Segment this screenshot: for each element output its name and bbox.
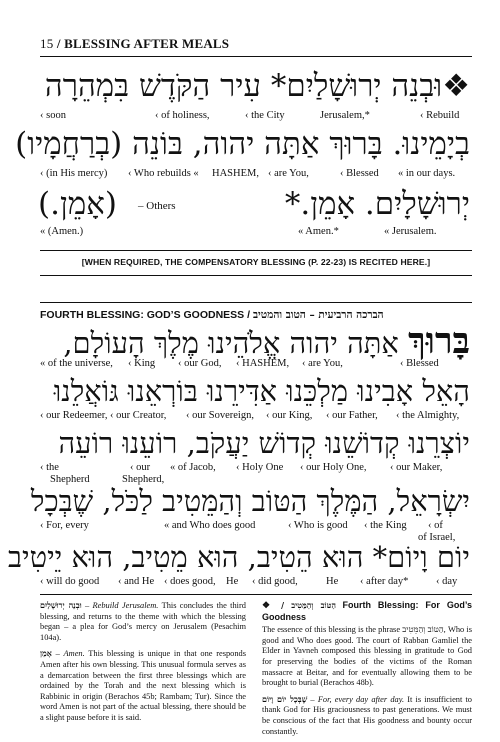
hebrew-s2-line-1-rest: אַתָּה יהוה אֱלֹהֵינוּ מֶלֶךְ הָעוֹלָם, bbox=[63, 326, 399, 360]
gloss-s2-3e: ‹ our Holy One, bbox=[300, 462, 367, 473]
gloss-s2-4-israel: of Israel, bbox=[418, 532, 456, 543]
gloss-soon: ‹ soon bbox=[40, 110, 66, 121]
hebrew-s2-line-4: יִשְׂרָאֵל, הַמֶּלֶךְ הַטּוֹב וְהַמֵּטִיב לַכֹּל, שֶׁבְּכָל bbox=[30, 484, 470, 518]
gloss-s2-3c: « of Jacob, bbox=[170, 462, 216, 473]
gloss-s2-2c: ‹ our Sovereign, bbox=[186, 410, 254, 421]
hebrew-s2-line-5: יוֹם וָיוֹם* הוּא הֵטִיב, הוּא מֵטִיב, הוּא יֵיטִיב bbox=[7, 540, 470, 574]
gloss-s2-4d: ‹ the King bbox=[364, 520, 407, 531]
fourth-blessing-header-english: FOURTH BLESSING: GOD’S GOODNESS / bbox=[40, 309, 251, 321]
gloss-jerusalem: Jerusalem,* bbox=[320, 110, 370, 121]
gloss-s2-1e: ‹ are You, bbox=[302, 358, 343, 369]
gloss-holiness: ‹ of holiness, bbox=[155, 110, 210, 121]
gloss-rebuild: ‹ Rebuild bbox=[420, 110, 460, 121]
gloss-s2-5a: ‹ will do good bbox=[40, 576, 100, 587]
gloss-s2-2e: ‹ our Father, bbox=[326, 410, 378, 421]
gloss-in-our-days: « in our days. bbox=[398, 168, 456, 179]
section-rule bbox=[40, 302, 472, 303]
page-number: 15 bbox=[40, 36, 54, 51]
commentary-left-p1-hebrew: וּבְנֵה יְרוּשָׁלַיִם bbox=[40, 600, 82, 610]
commentary-right-heading bbox=[262, 600, 472, 623]
gloss-s2-1f: ‹ Blessed bbox=[400, 358, 439, 369]
hebrew-line-2: בְיָמֵינוּ. בָּרוּךְ אַתָּה יהוה, בּוֹנֵה (בְרַחֲמָיו) bbox=[15, 126, 470, 162]
gloss-s2-3-shepherd2: Shepherd, bbox=[122, 474, 165, 485]
gloss-s2-5d: He bbox=[226, 576, 239, 587]
gloss-hashem: HASHEM, bbox=[212, 168, 259, 179]
gloss-s2-5e: ‹ did good, bbox=[252, 576, 298, 587]
commentary-rule bbox=[40, 594, 472, 595]
note-rule-bottom bbox=[40, 275, 472, 276]
gloss-s2-3d: ‹ Holy One bbox=[236, 462, 284, 473]
gloss-s2-1d: ‹ HASHEM, bbox=[236, 358, 290, 369]
gloss-in-his-mercy: ‹ (in His mercy) bbox=[40, 168, 108, 179]
commentary-right-p2-hebrew: שֶׁבְּכָל יוֹם וָיוֹם bbox=[262, 693, 308, 704]
gloss-s2-5f: He bbox=[326, 576, 339, 587]
hebrew-line-3: יְרוּשָׁלָיִם. אָמֵן.* bbox=[284, 186, 470, 222]
gloss-s2-5b: ‹ and He bbox=[118, 576, 155, 587]
gloss-s2-4a: ‹ For, every bbox=[40, 520, 89, 531]
commentary-right-p2-term: For, every day after day. bbox=[317, 694, 405, 704]
commentary-left-p2-text: This blessing is unique in that one responds Amen after his own blessing. This unusual formula serves as a demarcation between the first three blessings which are ordained by the Torah and the next blessing which is Rabbinic in origin (Berachos 45b; Rambam; Tur). Since the word Amen is not part of the actual blessing, there should be a slight pause before it is said. bbox=[40, 649, 246, 722]
gloss-s2-4b: « and Who does good bbox=[164, 520, 256, 531]
compensatory-note: [WHEN REQUIRED, THE COMPENSATORY BLESSING (P. 22-23) IS RECITED HERE.] bbox=[81, 257, 431, 267]
gloss-s2-5c: ‹ does good, bbox=[164, 576, 216, 587]
commentary-left-p1-text: This concludes the third blessing, and returns to the theme with which the blessing began – a plea for God’s mercy on Jerusalem (Pesachim 104a). bbox=[40, 601, 246, 642]
commentary-right-p1: The essence of this blessing is the phrase הַטּוֹב וְהַמֵּטִיב, Who is good and Who does good. The court of Rabban Gamliel the Elder in Yavneh composed this blessing in gratitude to God for preserving the bodies of the victims of the Roman massacre at Beitar, and for eventually allowing them to be brought to burial (Berachos 48b). bbox=[262, 625, 472, 688]
gloss-blessed: ‹ Blessed bbox=[340, 168, 379, 179]
gloss-city: ‹ the City bbox=[245, 110, 285, 121]
commentary-right bbox=[262, 600, 472, 742]
gloss-s2-5h: ‹ day bbox=[436, 576, 458, 587]
gloss-amen: « Amen.* bbox=[298, 226, 339, 237]
fourth-blessing-header-hebrew: הברכה הרביעית – הטוב והמטיב bbox=[252, 309, 384, 321]
gloss-s2-4c: ‹ Who is good bbox=[288, 520, 348, 531]
commentary-left-p2-hebrew: אָמֵן bbox=[40, 648, 52, 659]
gloss-s2-1c: ‹ our God, bbox=[178, 358, 222, 369]
commentary-right-p2-text: It is insufficient to thank God for His graciousness to past generations. We must be conscious of the fact that His goodness and bounty occur constantly. bbox=[262, 694, 472, 736]
gloss-s2-2f: ‹ the Almighty, bbox=[396, 410, 460, 421]
header-rule bbox=[40, 56, 472, 57]
commentary-left-p2-term: Amen. bbox=[63, 649, 85, 659]
commentary-right-p2: שֶׁבְּכָל יוֹם וָיוֹם – For, every day after day. It is insufficient to thank God for His graciousness to past generations. We must be conscious of the fact that His goodness and bounty occur constantly. bbox=[262, 693, 472, 736]
note-rule-top bbox=[40, 250, 472, 251]
header-separator: / bbox=[56, 36, 65, 51]
hebrew-line-1: ❖וּבְנֵה יְרוּשָׁלַיִם* עִיר הַקֹּדֶשׁ בִּמְהֵרָה bbox=[44, 68, 470, 104]
hebrew-s2-line-1 bbox=[63, 320, 470, 362]
page-header bbox=[40, 36, 229, 52]
gloss-s2-2a: ‹ our Redeemer, bbox=[40, 410, 108, 421]
gloss-are-you: ‹ are You, bbox=[268, 168, 309, 179]
commentary-right-heading-english: Fourth Blessing: For God’s Goodness bbox=[262, 600, 472, 622]
page-title: BLESSING AFTER MEALS bbox=[64, 36, 230, 51]
hebrew-s2-line-3: יוֹצְרֵנוּ קְדוֹשֵׁנוּ קְדוֹשׁ יַעֲקֹב, רוֹעֵנוּ רוֹעֵה bbox=[58, 426, 470, 460]
gloss-s2-1a: « of the universe, bbox=[40, 358, 113, 369]
gloss-amen-paren: « (Amen.) bbox=[40, 226, 84, 237]
gloss-s2-1b: ‹ King bbox=[128, 358, 156, 369]
commentary-left-p2: אָמֵן – Amen. This blessing is unique in that one responds Amen after his own blessing. This unusual formula serves as a demarcation between the first three blessings which are ordained by the Torah and the next blessing which is Rabbinic in origin (Berachos 45b; Rambam; Tur). Since the word Amen is not part of the actual blessing, there should be a slight pause before it is said. bbox=[40, 648, 246, 722]
commentary-left-p1: וּבְנֵה יְרוּשָׁלַיִם – Rebuild Jerusalem. This concludes the third blessing, and returns to the theme with which the blessing began – a plea for God’s mercy on Jerusalem (Pesachim 104a). bbox=[40, 600, 246, 642]
gloss-s2-3f: ‹ our Maker, bbox=[390, 462, 443, 473]
gloss-s2-2b: ‹ our Creator, bbox=[110, 410, 167, 421]
diamond-icon: ❖ bbox=[262, 600, 275, 610]
gloss-s2-3-shepherd: Shepherd bbox=[50, 474, 90, 485]
hebrew-amen-others: (אָמֵן.) bbox=[38, 186, 117, 222]
gloss-jerusalem-2: « Jerusalem. bbox=[384, 226, 437, 237]
commentary-left bbox=[40, 600, 246, 729]
commentary-left-p1-term: Rebuild Jerusalem. bbox=[92, 601, 159, 610]
commentary-right-heading-hebrew: הַטּוֹב וְהַמֵּטִיב / bbox=[281, 600, 336, 610]
gloss-s2-4e: ‹ of bbox=[428, 520, 443, 531]
gloss-s2-2d: ‹ our King, bbox=[266, 410, 313, 421]
gloss-s2-5g: ‹ after day* bbox=[360, 576, 409, 587]
hebrew-s2-line-2: הָאֵל אָבִינוּ מַלְכֵּנוּ אַדִּירֵנוּ בּוֹרְאֵנוּ גּוֹאֲלֵנוּ bbox=[53, 374, 470, 408]
gloss-s2-3b: ‹ our bbox=[130, 462, 151, 473]
baruch-word: בָּרוּךְ bbox=[408, 320, 470, 362]
gloss-s2-3a: ‹ the bbox=[40, 462, 59, 473]
gloss-who-rebuilds: ‹ Who rebuilds « bbox=[128, 168, 199, 179]
others-label: – Others bbox=[138, 200, 176, 212]
